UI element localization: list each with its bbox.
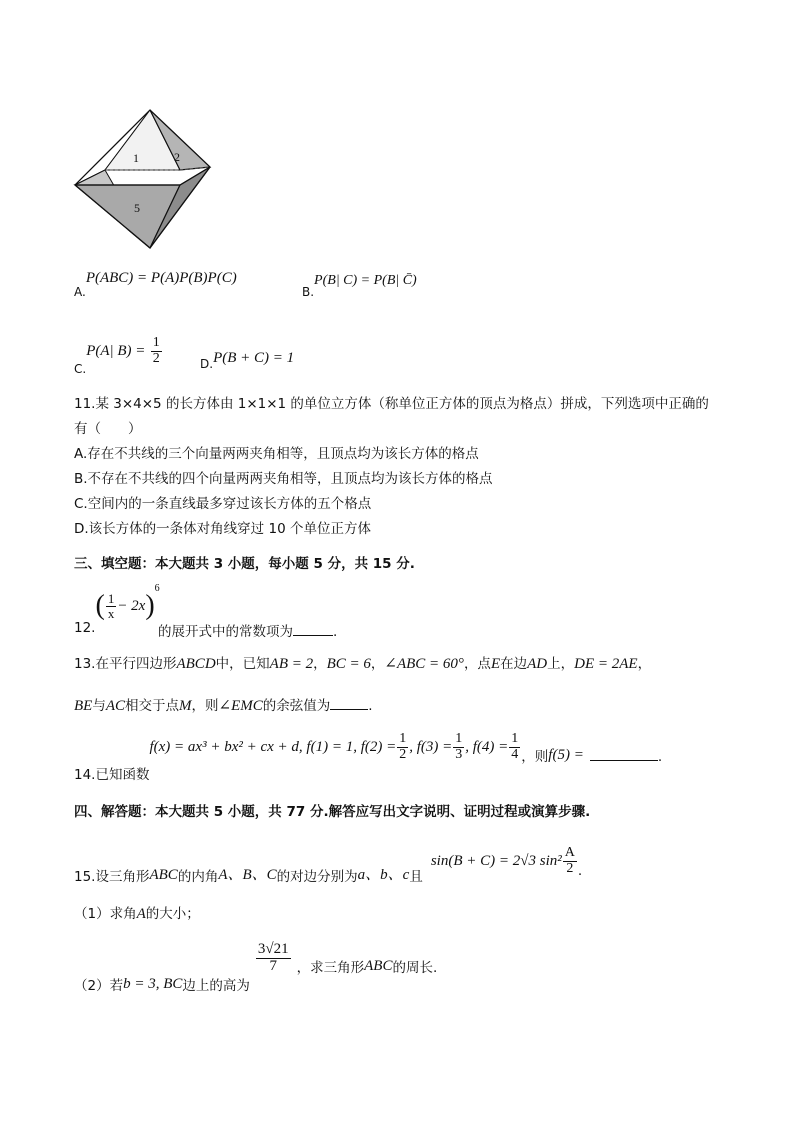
q10-option-a[interactable]: A.P(ABC) = P(A)P(B)P(C) xyxy=(74,270,237,299)
q13-line2: BE与AC相交于点M，则∠EMC的余弦值为 . xyxy=(74,698,373,714)
q11-option-d[interactable]: D.该长方体的一条体对角线穿过 10 个单位正方体 xyxy=(74,521,371,537)
q15-part2: （2）若b = 3, BC边上的高为 $\frac{3√21}{7}$ ，求三角形ABC的周长. xyxy=(74,941,438,995)
q13-answer-blank[interactable] xyxy=(330,697,368,710)
q10-option-d[interactable]: D.P(B + C) = 1 xyxy=(200,350,295,371)
q11-option-b[interactable]: B.不存在不共线的四个向量两两夹角相等，且顶点均为该长方体的格点 xyxy=(74,471,493,487)
section4-heading: 四、解答题：本大题共 5 小题，共 77 分.解答应写出文字说明、证明过程或演算步骤. xyxy=(74,804,591,820)
q11-option-c[interactable]: C.空间内的一条直线最多穿过该长方体的五个格点 xyxy=(74,496,372,512)
q11-stem-line2: 有（ ） xyxy=(74,421,142,437)
q10-option-c-lhs: P(A| B) = xyxy=(86,343,146,360)
octahedron-figure xyxy=(70,105,220,250)
face-label-2: 2 xyxy=(174,150,180,164)
q15-stem: 15.设三角形ABC的内角A、B、C的对边分别为a、b、c且sin(B + C) = 2√3 sin² $\frac{A}{2}$ . xyxy=(74,845,583,886)
q15-part1: （1）求角A的大小； xyxy=(74,906,200,922)
q10-option-b-expr: P(B| C) = P(B| C̄) xyxy=(314,273,417,288)
q11-stem-line1: 11.某 3×4×5 的长方体由 1×1×1 的单位立方体（称单位正方体的顶点为格点）拼成，下列选项中正确的 xyxy=(74,396,709,412)
q13-line1: 13.在平行四边形ABCD中，已知AB = 2，BC = 6，∠ABC = 60°，点E在边AD上，DE = 2AE， xyxy=(74,656,652,672)
q14-answer-blank[interactable] xyxy=(590,748,658,761)
octahedron-face-5 xyxy=(75,185,180,248)
q11-option-a[interactable]: A.存在不共线的三个向量两两夹角相等，且顶点均为该长方体的格点 xyxy=(74,446,479,462)
q10-option-c[interactable]: C.P(A| B) = $\frac{1}{2}$ xyxy=(74,335,160,377)
q10-option-d-expr: P(B + C) = 1 xyxy=(213,350,295,366)
face-label-5: 5 xyxy=(134,201,140,215)
q12-text: 的展开式中的常数项为 . xyxy=(158,624,338,640)
q14: 14.已知函数f(x) = ax³ + bx² + cx + d, f(1) = 1, f(2) = $\frac{1}{2}$ , f(3) = $\frac{1}{3}$ , f(4) = $\frac{1}{4}$ ，则f(5) = . xyxy=(74,731,663,784)
q12: 12.( $\frac{1}{x}$ − 2x)$^6$ xyxy=(74,582,160,637)
section3-heading: 三、填空题：本大题共 3 小题，每小题 5 分，共 15 分. xyxy=(74,556,415,572)
q12-answer-blank[interactable] xyxy=(293,623,333,636)
q10-option-a-expr: P(ABC) = P(A)P(B)P(C) xyxy=(85,270,237,286)
face-label-1: 1 xyxy=(133,151,139,165)
q10-option-b[interactable]: B.P(B| C) = P(B| C̄) xyxy=(302,273,417,299)
